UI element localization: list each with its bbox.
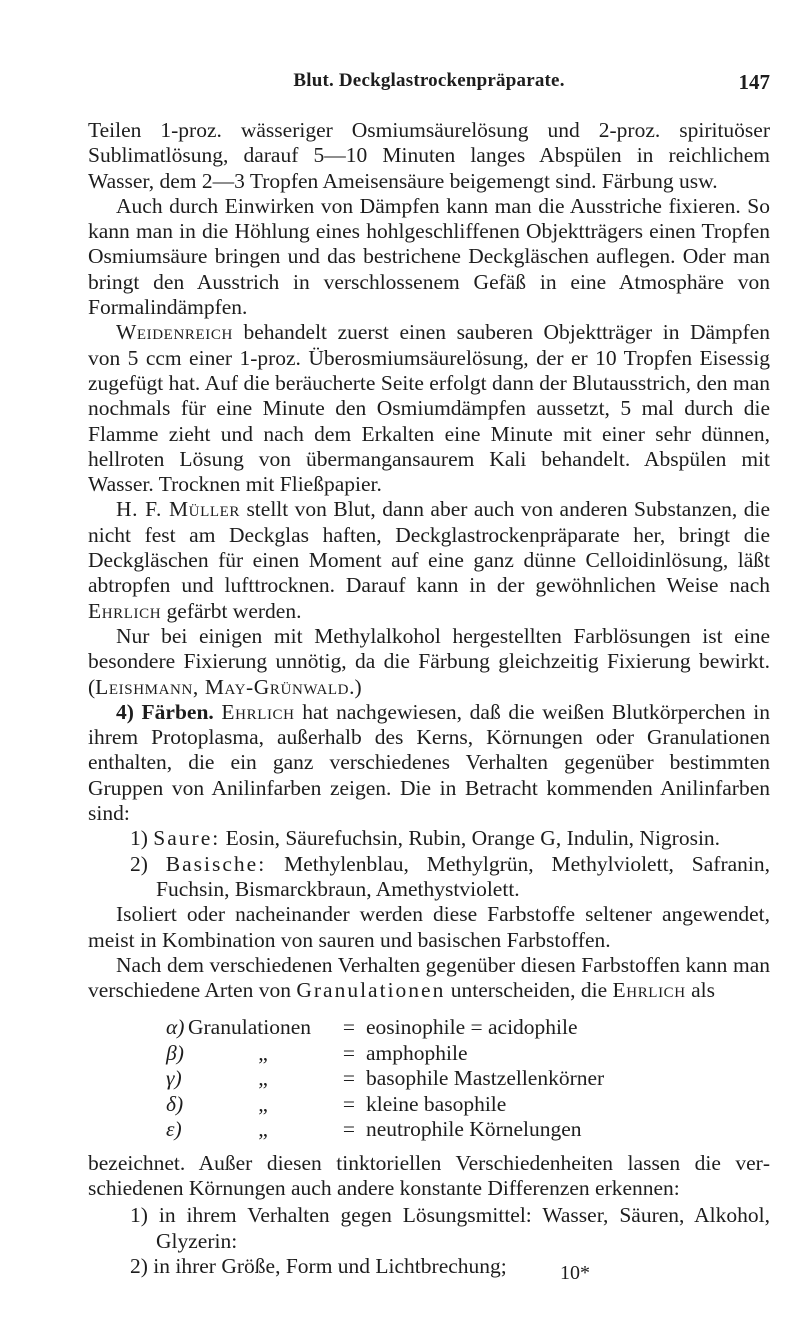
- list-number: 2): [130, 851, 166, 876]
- paragraph-differences: bezeichnet. Außer diesen tinktoriellen Verschiedenheiten lassen die verschiedenen Körnungen auch andere konstante Differenzen erkennen:: [88, 1150, 770, 1201]
- author-name: Weidenreich: [116, 320, 233, 345]
- author-name: Ehrlich: [612, 978, 686, 1003]
- granulation-letter: α): [166, 1015, 185, 1040]
- paragraph-staining: [88, 700, 770, 826]
- granulation-value: amphophile: [366, 1040, 468, 1065]
- paragraph-text: behandelt zuerst einen sauberen Objektträger in Dämpfen von 5 ccm einer 1-proz. Überosmiumsäurelösung, der er 10 Tropfen Eisessig zugefügt hat. Auf die beräucherte Seite erfolgt dann der Blutausstrich, den man nochmals für eine Minute den Osmiumdämpfen aussetzt, 5 mal durch die Flamme zieht und nach dem Erkalten eine Minute mit einer sehr dünnen, hellroten Lösung von übermangansaurem Kali behandelt. Abspülen mit Wasser. Trocknen mit Fließpapier.: [88, 320, 770, 497]
- table-row: [166, 1041, 604, 1067]
- ditto-mark: „: [258, 1091, 268, 1116]
- granulation-value: eosinophile = acidophile: [366, 1015, 578, 1040]
- granulation-table: [166, 1015, 604, 1143]
- granulation-letter: β): [166, 1040, 184, 1065]
- list-term: Saure:: [153, 826, 221, 851]
- paragraph-fixation-mix: Teilen 1-proz. wässeriger Osmiumsäurelösung und 2-proz. spirituöser Sublimatlösung, darauf 5—10 Minuten langes Abspülen in reichlichem Wasser, dem 2—3 Tropfen Ameisensäure beigemengt sind. Färbung usw.: [88, 118, 770, 193]
- paragraph-text: .): [349, 674, 362, 699]
- equals-sign: =: [342, 1040, 356, 1065]
- emphasized-term: Granulationen: [296, 978, 446, 1003]
- paragraph-text: gefärbt werden.: [161, 598, 302, 623]
- ditto-mark: „: [258, 1040, 268, 1065]
- ditto-mark: „: [258, 1117, 268, 1142]
- granulation-letter: δ): [166, 1091, 184, 1116]
- list-item-basic-dyes: [88, 852, 770, 903]
- list-item-acid-dyes: [88, 826, 770, 851]
- granulation-name: Granulationen: [188, 1015, 311, 1040]
- paragraph-vapor-fixation: Auch durch Einwirken von Dämpfen kann man die Ausstriche fixieren. So kann man in die Höhlung eines hohlgeschliffenen Objektträgers einen Tropfen Osmiumsäure bringen und das bestrichene Deckgläschen auflegen. Oder man bringt den Ausstrich in verschlossenem Gefäß in eine Atmosphäre von Formalindämpfen.: [88, 193, 770, 320]
- paragraph-text: stellt von Blut, dann aber auch von anderen Substanzen, die nicht fest am Deckglas haften, Deckglastrockenpräparate her, bringt die Deckgläschen für einen Moment auf eine ganz dünne Celloidinlösung, läßt abtropfen und lufttrocknen. Darauf kann in der gewöhnlichen Weise nach: [88, 497, 770, 598]
- paragraph-text: Nur bei einigen mit Methylalkohol hergestellten Farblösungen ist eine besondere Fixierung unnötig, da die Färbung gleichzeitig Fixierung bewirkt. (: [88, 623, 770, 699]
- granulation-value: neutrophile Körnelungen: [366, 1117, 582, 1142]
- section-heading: 4) Färben.: [116, 699, 214, 724]
- equals-sign: =: [342, 1015, 356, 1040]
- page-number: 147: [738, 70, 770, 94]
- table-row: [166, 1092, 604, 1118]
- signature-mark: 10*: [560, 1262, 590, 1284]
- table-row: [166, 1117, 604, 1143]
- body-text: [88, 118, 770, 1279]
- granulation-value: kleine basophile: [366, 1091, 507, 1116]
- granulation-letter: γ): [166, 1066, 182, 1091]
- paragraph-methyl-alcohol: [88, 624, 770, 700]
- paragraph-mueller: [88, 497, 770, 623]
- author-name: Ehrlich: [88, 598, 162, 623]
- running-header: [88, 70, 770, 100]
- paragraph-combination: Isoliert oder nacheinander werden diese Farbstoffe seltener angewendet, meist in Kombination von sauren und basischen Farbstoffen.: [88, 902, 770, 952]
- list-number: 1): [130, 826, 154, 851]
- paragraph-granulation-types: [88, 953, 770, 1004]
- equals-sign: =: [342, 1091, 356, 1116]
- table-row: [166, 1015, 604, 1041]
- header-title: Blut. Deckglastrockenpräparate.: [293, 70, 565, 91]
- paragraph-text: Nach dem verschiedenen Verhalten gegenüber diesen Farbstoffen kann man verschiedene Arten von: [88, 952, 770, 1003]
- list-text: Eosin, Säurefuchsin, Rubin, Orange G, Indulin, Nigrosin.: [220, 826, 721, 851]
- table-row: [166, 1066, 604, 1092]
- author-name: Ehrlich: [221, 699, 295, 724]
- ditto-mark: „: [258, 1066, 268, 1091]
- list-item-solvents: 1) in ihrem Verhalten gegen Lösungsmittel: Wasser, Säuren, Alkohol, Glyzerin:: [130, 1203, 770, 1253]
- list-text: Methylenblau, Methylgrün, Methylviolett, Safranin, Fuchsin, Bismarckbraun, Amethystviolett.: [156, 851, 771, 901]
- list-item-size-form: 2) in ihrer Größe, Form und Lichtbrechung;: [130, 1254, 507, 1279]
- granulation-letter: ε): [166, 1117, 182, 1142]
- paragraph-weidenreich: [88, 320, 770, 497]
- author-names: Leishmann, May-Grünwald: [95, 674, 350, 699]
- paragraph-text: unterscheiden, die: [445, 978, 613, 1003]
- paragraph-text: als: [685, 978, 715, 1003]
- paragraph-text: hat nachgewiesen, daß die weißen Blutkörperchen in ihrem Protoplasma, außerhalb des Kerns, Körnungen oder Granulationen enthalten, die ein ganz verschiedenes Verhalten gegenüber bestimmten Gruppen von Anilinfarben zeigen. Die in Betracht kommenden Anilinfarben sind:: [88, 699, 771, 826]
- granulation-value: basophile Mastzellenkörner: [366, 1066, 605, 1091]
- equals-sign: =: [342, 1117, 356, 1142]
- equals-sign: =: [342, 1066, 356, 1091]
- list-term: Basische:: [165, 851, 267, 876]
- author-name: H. F. Müller: [116, 497, 241, 522]
